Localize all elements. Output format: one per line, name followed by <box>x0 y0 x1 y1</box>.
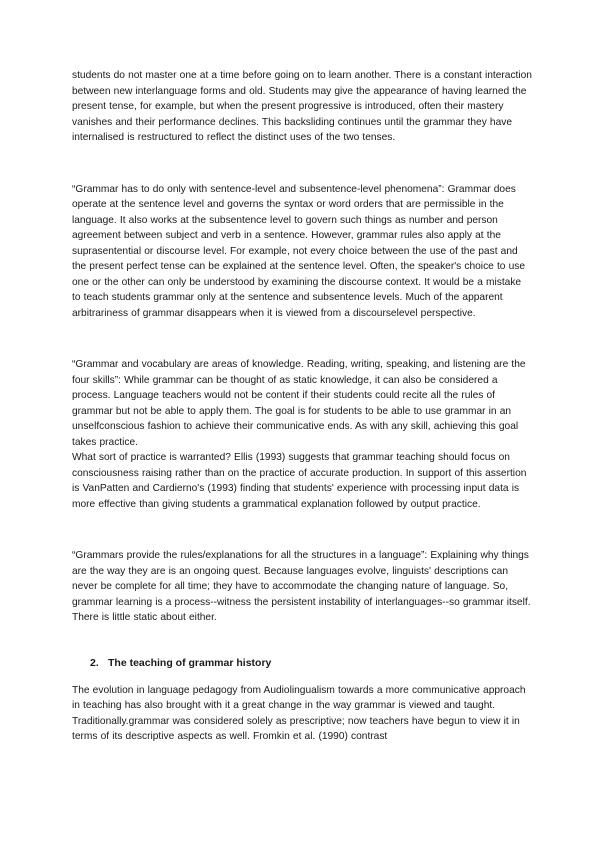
paragraph-grammar-vocabulary: “Grammar and vocabulary are areas of knowledge. Reading, writing, speaking, and listening are the four skills”: While grammar can be thought of as static knowledge, it can also be considered a process. Language teachers would not be content if their students could recite all the rules of grammar but not be able to apply them. The goal is for students to be able to use grammar in an unselfconscious fashion to achieve their communicative ends. As with any skill, achieving this goal takes practice. <box>72 359 526 448</box>
section-number: 2. <box>90 656 99 669</box>
document-page <box>72 68 532 745</box>
section-heading <box>90 656 532 671</box>
paragraph-evolution: The evolution in language pedagogy from Audiolingualism towards a more communicative approach in teaching has also brought with it a great change in the way grammar is viewed and taught. Traditionally.grammar was considered solely as prescriptive; now teachers have begun to view it in terms of its descriptive aspects as well. Fromkin et al. (1990) contrast <box>72 684 526 742</box>
paragraph-sentence-level: “Grammar has to do only with sentence-level and subsentence-level phenomena”: Grammar does operate at the sentence level and governs the syntax or word orders that are permissible in the language. It also works at the subsentence level to govern such things as number and person agreement between subject and verb in a sentence. However, grammar rules also apply at the suprasentential or discourse level. For example, not every choice between the use of the past and the present perfect tense can be explained at the sentence level. Often, the speaker's choice to use one or the other can only be understood by examining the discourse context. It would be a mistake to teach students grammar only at the sentence and subsentence levels. Much of the apparent arbitrariness of grammar disappears when it is viewed from a discourselevel perspective. <box>72 183 526 319</box>
paragraph-backsliding: students do not master one at a time before going on to learn another. There is a constant interaction between new interlanguage forms and old. Students may give the appearance of having learned the present tense, for example, but when the present progressive is introduced, often their mastery vanishes and their performance declines. This backsliding continues until the grammar they have internalised is restructured to reflect the distinct uses of the two tenses. <box>72 70 532 143</box>
paragraph-practice: What sort of practice is warranted? Ellis (1993) suggests that grammar teaching should focus on consciousness raising rather than on the practice of accurate production. In support of this assertion is VanPatten and Cardierno's (1993) finding that students' experience with processing input data is more effective than giving students a grammatical explanation followed by output practice. <box>72 452 527 510</box>
section-title: The teaching of grammar history <box>108 656 272 669</box>
paragraph-grammar-rules: “Grammars provide the rules/explanations for all the structures in a language”: Explaining why things are the way they are is an ongoing quest. Because languages evolve, linguists' descriptions can never be complete for all time; they have to accommodate the changing nature of language. So, grammar learning is a process--witness the persistent instability of interlanguages--so grammar itself. There is little static about either. <box>72 550 531 623</box>
